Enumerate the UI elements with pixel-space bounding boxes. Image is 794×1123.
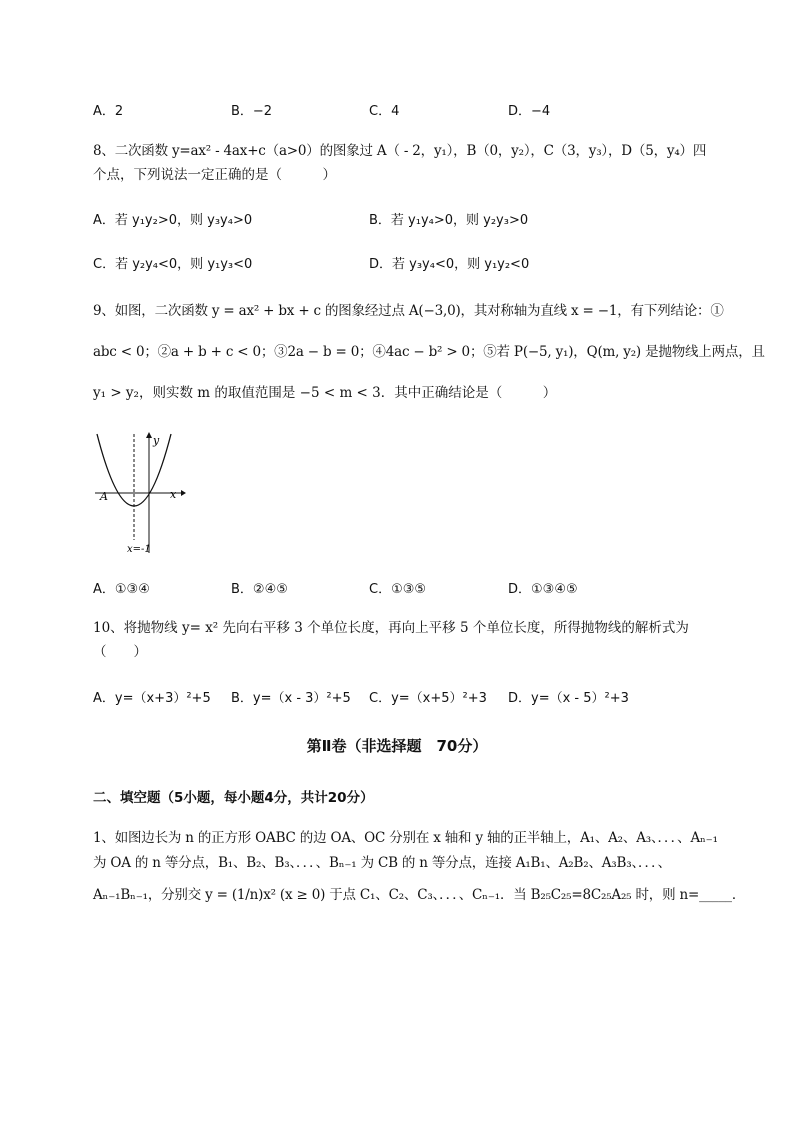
q9-parabola-figure: [93, 428, 188, 558]
q8-stem-line1: 8、二次函数 y=ax² - 4ax+c（a>0）的图象过 A（ - 2，y₁），B（0，y₂），C（3，y₃），D（5，y₄）四: [93, 143, 707, 159]
fill-section-heading: 二、填空题（5小题，每小题4分，共计20分）: [93, 790, 374, 806]
q9-stem-line3: y₁ > y₂，则实数 m 的取值范围是 −5 < m < 3．其中正确结论是（ ）: [93, 385, 557, 401]
q10-option-b: B．y=（x - 3）²+5: [231, 691, 351, 706]
x-axis-arrow: [181, 490, 186, 496]
q8-option-a: A．若 y₁y₂>0，则 y₃y₄>0: [93, 213, 253, 228]
fill1-line2: 为 OA 的 n 等分点，B₁、B₂、B₃、．．．、Bₙ₋₁ 为 CB 的 n 等分点，连接 A₁B₁、A₂B₂、A₃B₃、．．．、: [93, 855, 671, 871]
q7-option-b: B．−2: [231, 104, 273, 119]
y-axis-arrow: [146, 432, 152, 438]
label-symmetry: x=-1: [127, 544, 151, 555]
q8-option-c: C．若 y₂y₄<0，则 y₁y₃<0: [93, 257, 253, 272]
q9-option-b: B．②④⑤: [231, 582, 288, 597]
q7-option-c: C．4: [369, 104, 400, 119]
q8-option-b: B．若 y₁y₄>0，则 y₂y₃>0: [369, 213, 529, 228]
label-x: x: [170, 488, 177, 501]
label-y: y: [153, 434, 160, 447]
q10-option-c: C．y=（x+5）²+3: [369, 691, 487, 706]
part2-title: 第Ⅱ卷（非选择题 70分）: [306, 737, 488, 755]
q9-option-a: A．①③④: [93, 582, 150, 597]
q9-option-c: C．①③⑤: [369, 582, 427, 597]
fill1-line1: 1、如图边长为 n 的正方形 OABC 的边 OA、OC 分别在 x 轴和 y 轴的正半轴上，A₁、A₂、A₃、．．．、Aₙ₋₁: [93, 830, 718, 846]
q7-option-d: D．−4: [508, 104, 551, 119]
fill1-line3: Aₙ₋₁Bₙ₋₁，分别交 y = (1/n)x² (x ≥ 0) 于点 C₁、C₂、C₃、．．．、Cₙ₋₁．当 B₂₅C₂₅=8C₂₅A₂₅ 时，则 n=_____．: [93, 887, 746, 903]
label-a: A: [100, 490, 108, 503]
q7-option-a: A．2: [93, 104, 124, 119]
q9-stem-line2: abc < 0；②a + b + c < 0；③2a − b = 0；④4ac − b² > 0；⑤若 P(−5, y₁)，Q(m, y₂) 是抛物线上两点，且: [93, 344, 765, 360]
q10-stem-line1: 10、将抛物线 y= x² 先向右平移 3 个单位长度，再向上平移 5 个单位长度，所得抛物线的解析式为: [93, 620, 689, 636]
q10-option-a: A．y=（x+3）²+5: [93, 691, 211, 706]
q8-stem-line2: 个点，下列说法一定正确的是（ ）: [93, 167, 336, 183]
q9-option-d: D．①③④⑤: [508, 582, 578, 597]
q10-option-d: D．y=（x - 5）²+3: [508, 691, 629, 706]
q10-stem-line2: （ ）: [93, 644, 147, 660]
q8-option-d: D．若 y₃y₄<0，则 y₁y₂<0: [369, 257, 530, 272]
q9-stem-line1: 9、如图，二次函数 y = ax² + bx + c 的图象经过点 A(−3,0)，其对称轴为直线 x = −1，有下列结论：①: [93, 303, 724, 319]
